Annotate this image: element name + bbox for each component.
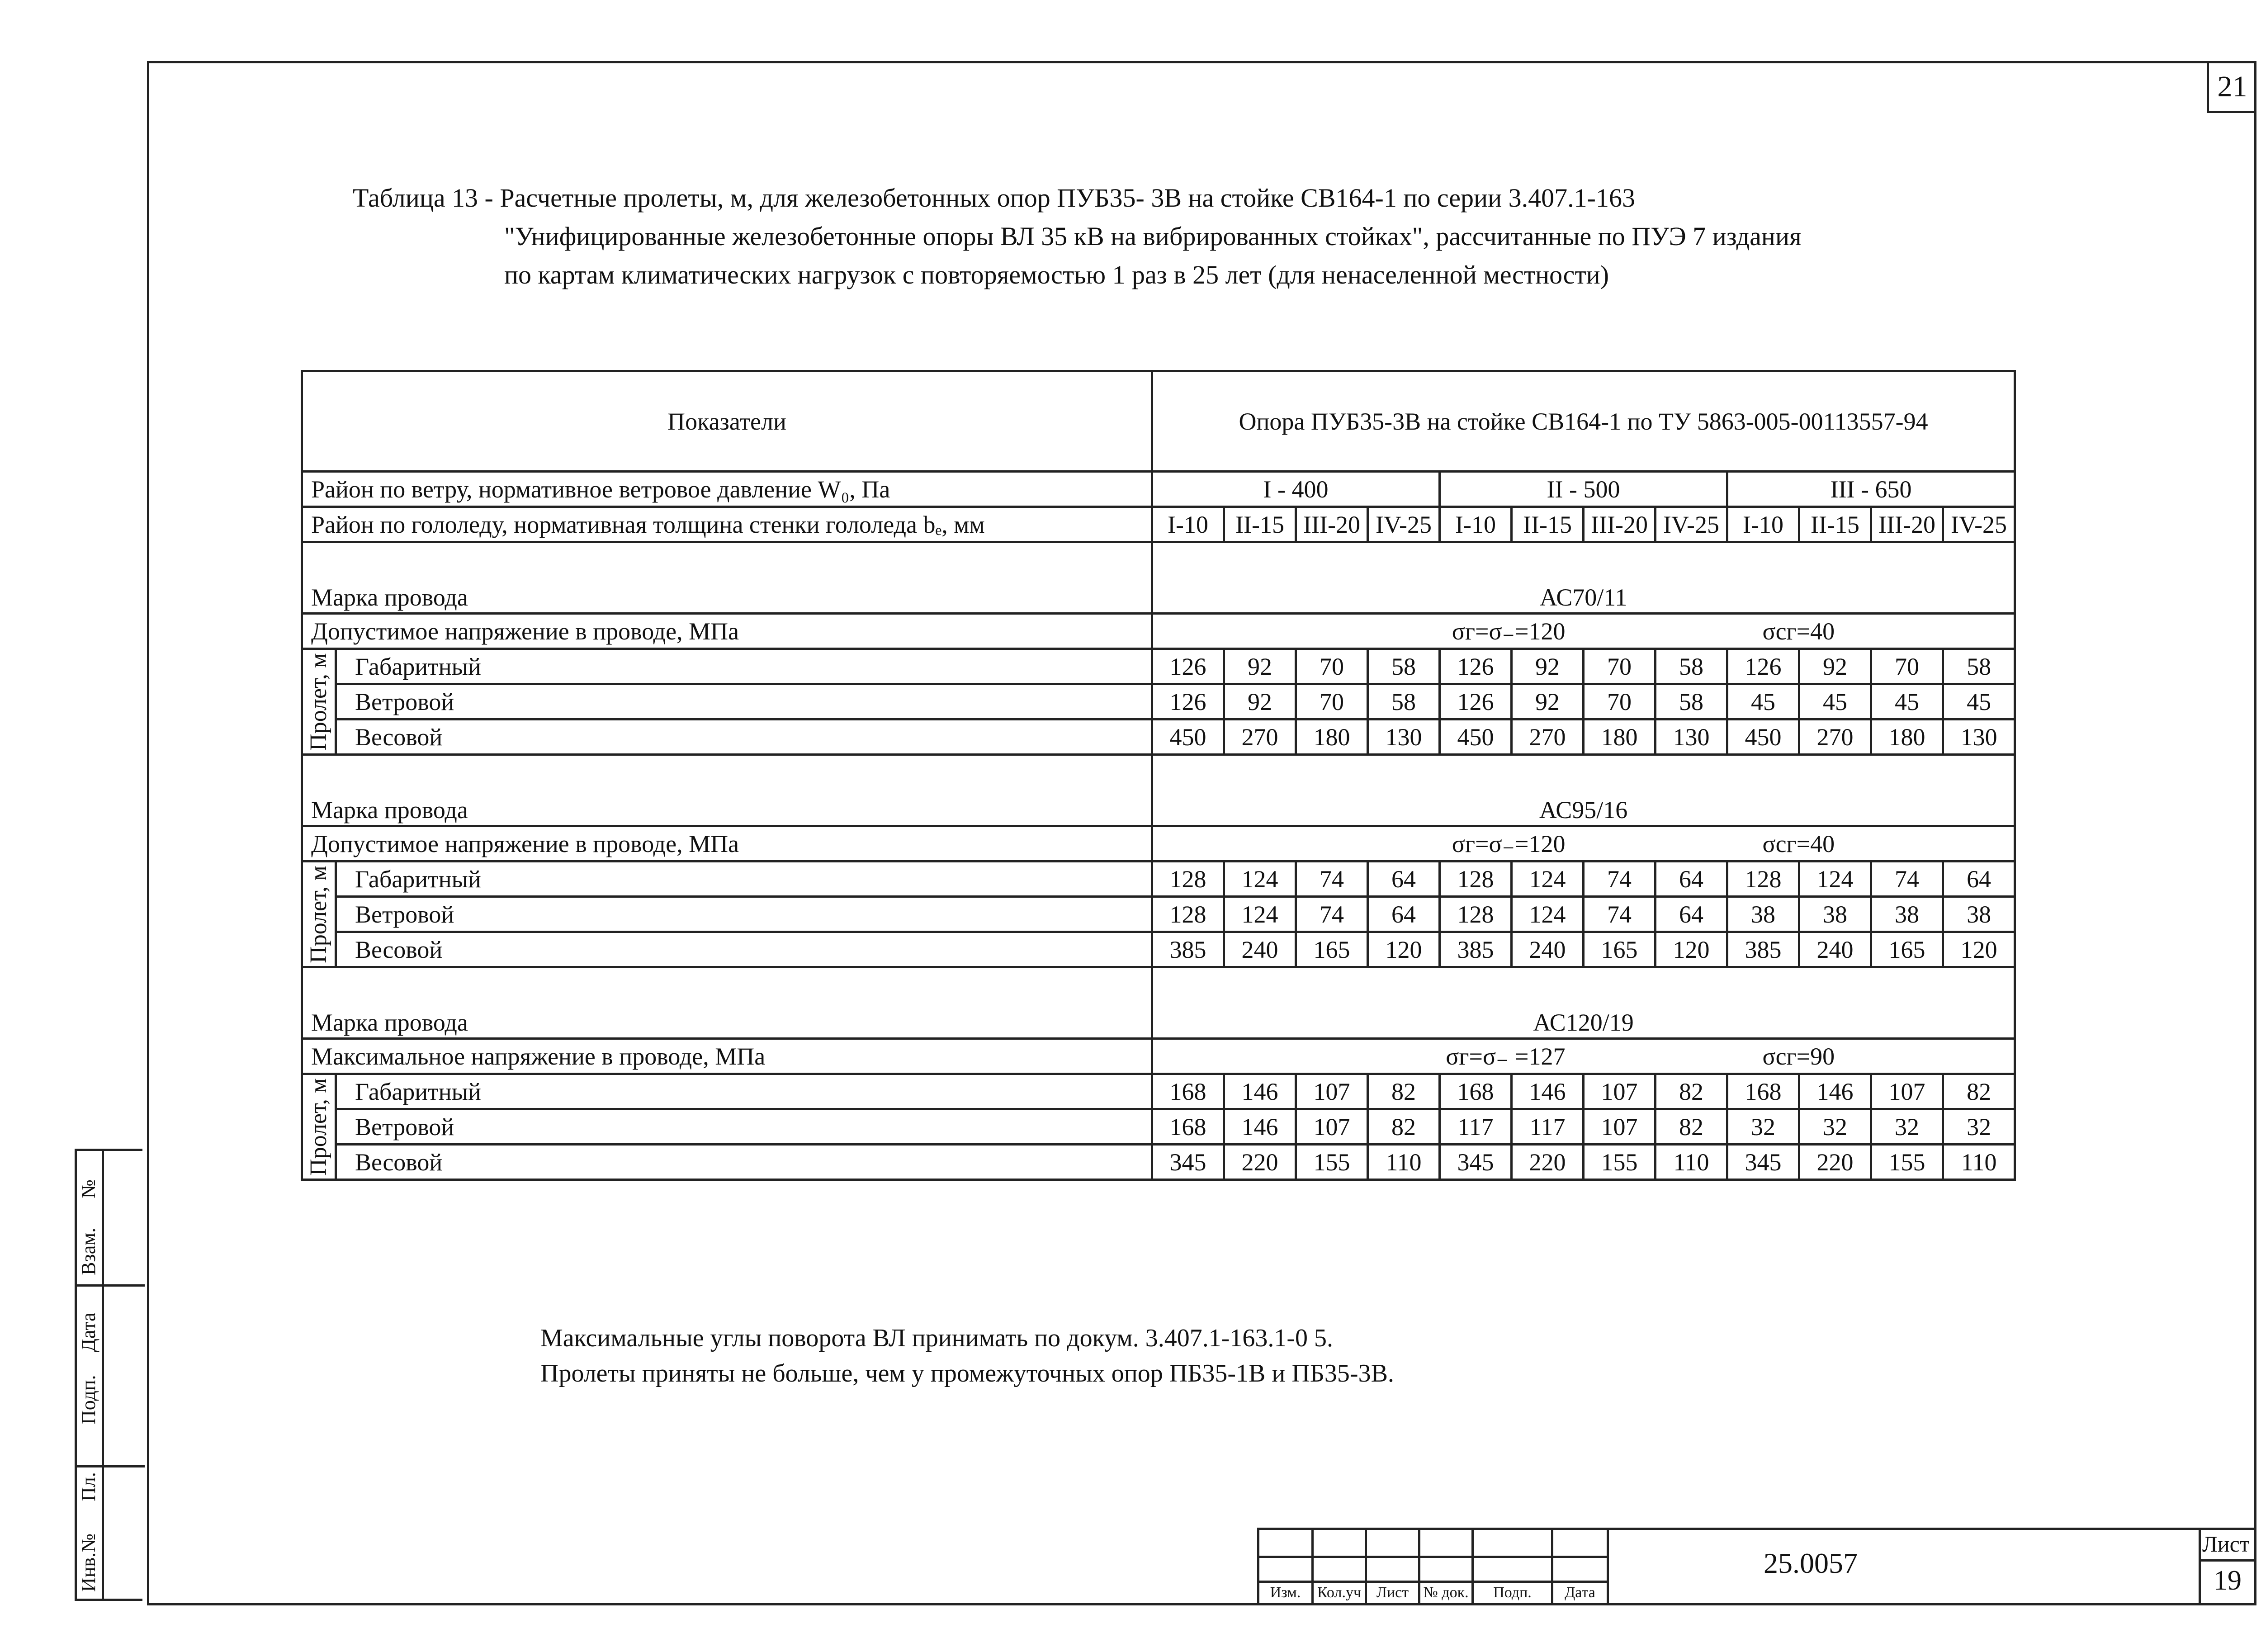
span-value-cell: 32: [1943, 1109, 2015, 1145]
span-value-cell: 168: [1727, 1074, 1799, 1109]
stamp-strip-divider: [102, 1149, 104, 1601]
span-side-cell: [302, 1074, 336, 1180]
span-value-cell: 45: [1727, 684, 1799, 719]
stress-label: Максимальное напряжение в проводе, МПа: [302, 1039, 1152, 1074]
spans-table-body: [302, 371, 2015, 1180]
mark-label: Марка провода: [302, 967, 1152, 1039]
span-value-cell: 74: [1584, 897, 1656, 932]
span-value-cell: 220: [1799, 1145, 1871, 1180]
span-value-cell: 58: [1368, 649, 1440, 684]
span-value-cell: 126: [1152, 684, 1224, 719]
stamp-replace-label: Взам.: [77, 1227, 99, 1275]
ice-region-cell: III-20: [1584, 507, 1656, 542]
wind-region-1: I - 400: [1152, 472, 1440, 507]
stress-left: σг=σ₋=120: [1152, 826, 1584, 862]
span-value-cell: 270: [1799, 719, 1871, 755]
span-value-cell: 126: [1152, 649, 1224, 684]
title-block-line: [2199, 1559, 2256, 1562]
tb-label-doc: № док.: [1423, 1584, 1469, 1601]
span-value-cell: 450: [1152, 719, 1224, 755]
head-support: Опора ПУБ35-3В на стойке СВ164-1 по ТУ 5863-005-00113557-94: [1152, 371, 2015, 472]
span-value-cell: 155: [1584, 1145, 1656, 1180]
table-row: [302, 932, 2015, 967]
span-value-cell: 146: [1224, 1074, 1296, 1109]
stress-row: [302, 614, 2015, 649]
span-value-cell: 64: [1368, 897, 1440, 932]
table-row: [302, 1145, 2015, 1180]
span-value-cell: 45: [1799, 684, 1871, 719]
stamp-strip-line: [75, 1465, 145, 1467]
top-sheet-number: 21: [2207, 62, 2256, 113]
stamp-number-label: №: [77, 1179, 99, 1198]
table-row: [302, 649, 2015, 684]
span-side-cell: [302, 649, 336, 755]
ice-region-cell: III-20: [1296, 507, 1368, 542]
span-value-cell: 180: [1296, 719, 1368, 755]
span-value-cell: 70: [1584, 684, 1656, 719]
span-value-cell: 82: [1368, 1109, 1440, 1145]
span-value-cell: 345: [1440, 1145, 1512, 1180]
span-value-cell: 128: [1727, 862, 1799, 897]
span-value-cell: 70: [1296, 649, 1368, 684]
span-value-cell: 130: [1943, 719, 2015, 755]
span-value-cell: 45: [1943, 684, 2015, 719]
ice-region-cell: II-15: [1512, 507, 1584, 542]
span-side-cell: [302, 862, 336, 967]
table-row: [302, 1109, 2015, 1145]
span-value-cell: 146: [1512, 1074, 1584, 1109]
span-value-cell: 180: [1871, 719, 1943, 755]
span-value-cell: 168: [1152, 1074, 1224, 1109]
span-value-cell: 345: [1152, 1145, 1224, 1180]
table-row: [302, 862, 2015, 897]
stress-label: Допустимое напряжение в проводе, МПа: [302, 614, 1152, 649]
tb-label-date: Дата: [1565, 1584, 1595, 1601]
wind-label: Район по ветру, нормативное ветровое давление W₀, Па: [302, 472, 1152, 507]
span-value-cell: 58: [1656, 684, 1727, 719]
table-row: [302, 897, 2015, 932]
ice-region-cell: I-10: [1152, 507, 1224, 542]
sheet-label: Лист: [2202, 1531, 2250, 1557]
span-value-cell: 45: [1871, 684, 1943, 719]
document-code: 25.0057: [1764, 1547, 1858, 1579]
span-value-cell: 155: [1871, 1145, 1943, 1180]
span-row-label: Ветровой: [336, 1109, 1152, 1145]
span-value-cell: 124: [1224, 862, 1296, 897]
span-value-cell: 130: [1656, 719, 1727, 755]
span-value-cell: 82: [1656, 1074, 1727, 1109]
spans-table: [301, 370, 2016, 1181]
stamp-strip-line: [75, 1284, 145, 1287]
span-value-cell: 38: [1727, 897, 1799, 932]
mark-label: Марка провода: [302, 542, 1152, 614]
span-value-cell: 126: [1440, 684, 1512, 719]
stress-right: σсг=40: [1584, 826, 2015, 862]
stress-right: σсг=40: [1584, 614, 2015, 649]
span-value-cell: 240: [1224, 932, 1296, 967]
span-value-cell: 82: [1368, 1074, 1440, 1109]
caption-line-1: Таблица 13 - Расчетные пролеты, м, для железобетонных опор ПУБ35- 3В на стойке СВ164-1 по серии 3.407.1-163: [353, 183, 1635, 213]
span-value-cell: 70: [1296, 684, 1368, 719]
span-value-cell: 92: [1512, 684, 1584, 719]
span-value-cell: 126: [1440, 649, 1512, 684]
span-value-cell: 38: [1943, 897, 2015, 932]
span-value-cell: 270: [1224, 719, 1296, 755]
span-row-label: Ветровой: [336, 684, 1152, 719]
mark-value: АС95/16: [1152, 755, 2015, 826]
span-row-label: Весовой: [336, 1145, 1152, 1180]
span-value-cell: 270: [1512, 719, 1584, 755]
span-value-cell: 126: [1727, 649, 1799, 684]
table-caption: [353, 179, 2026, 294]
note-line-1: Максимальные углы поворота ВЛ принимать по докум. 3.407.1-163.1-0 5.: [540, 1324, 1334, 1352]
sheet-number: 19: [2214, 1565, 2242, 1596]
stress-left: σг=σ₋=120: [1152, 614, 1584, 649]
ice-row: [302, 507, 2015, 542]
span-row-label: Габаритный: [336, 1074, 1152, 1109]
span-row-label: Весовой: [336, 932, 1152, 967]
span-value-cell: 220: [1224, 1145, 1296, 1180]
span-value-cell: 124: [1799, 862, 1871, 897]
span-value-cell: 58: [1656, 649, 1727, 684]
span-value-cell: 146: [1224, 1109, 1296, 1145]
span-value-cell: 58: [1368, 684, 1440, 719]
span-value-cell: 124: [1512, 862, 1584, 897]
mark-value: АС120/19: [1152, 967, 2015, 1039]
span-value-cell: 32: [1871, 1109, 1943, 1145]
ice-region-cell: II-15: [1799, 507, 1871, 542]
span-value-cell: 165: [1296, 932, 1368, 967]
span-value-cell: 450: [1440, 719, 1512, 755]
ice-region-cell: IV-25: [1656, 507, 1727, 542]
span-value-cell: 38: [1799, 897, 1871, 932]
span-value-cell: 110: [1943, 1145, 2015, 1180]
span-value-cell: 155: [1296, 1145, 1368, 1180]
span-value-cell: 345: [1727, 1145, 1799, 1180]
span-value-cell: 117: [1440, 1109, 1512, 1145]
span-row-label: Ветровой: [336, 897, 1152, 932]
span-value-cell: 124: [1224, 897, 1296, 932]
span-value-cell: 165: [1584, 932, 1656, 967]
title-block-line: [1257, 1556, 1608, 1558]
span-value-cell: 128: [1440, 862, 1512, 897]
span-value-cell: 70: [1871, 649, 1943, 684]
mark-row: [302, 542, 2015, 614]
span-value-cell: 110: [1656, 1145, 1727, 1180]
head-indicators: Показатели: [302, 371, 1152, 472]
title-block-divider: [2199, 1528, 2201, 1605]
ice-region-cell: I-10: [1727, 507, 1799, 542]
table-row: [302, 1074, 2015, 1109]
span-value-cell: 180: [1584, 719, 1656, 755]
caption-line-2: "Унифицированные железобетонные опоры ВЛ 35 кВ на вибрированных стойках", рассчитанные по ПУЭ 7 издания: [504, 222, 1802, 251]
table-row: [302, 684, 2015, 719]
stress-right: σсг=90: [1584, 1039, 2015, 1074]
span-value-cell: 70: [1584, 649, 1656, 684]
ice-region-cell: II-15: [1224, 507, 1296, 542]
span-value-cell: 107: [1584, 1074, 1656, 1109]
mark-row: [302, 967, 2015, 1039]
span-value-cell: 168: [1152, 1109, 1224, 1145]
span-value-cell: 240: [1799, 932, 1871, 967]
span-value-cell: 168: [1440, 1074, 1512, 1109]
note-line-2: Пролеты приняты не больше, чем у промежуточных опор ПБ35-1В и ПБ35-3В.: [540, 1359, 1394, 1387]
title-block-divider: [1607, 1528, 1609, 1605]
title-block-line: [1257, 1581, 1608, 1583]
span-value-cell: 92: [1224, 684, 1296, 719]
span-value-cell: 107: [1871, 1074, 1943, 1109]
span-value-cell: 385: [1727, 932, 1799, 967]
mark-label: Марка провода: [302, 755, 1152, 826]
span-value-cell: 110: [1368, 1145, 1440, 1180]
span-value-cell: 64: [1368, 862, 1440, 897]
span-value-cell: 128: [1152, 862, 1224, 897]
stamp-date-label: Дата: [77, 1312, 99, 1352]
stress-row: [302, 826, 2015, 862]
span-value-cell: 107: [1584, 1109, 1656, 1145]
wind-region-2: II - 500: [1440, 472, 1727, 507]
tb-label-list: Лист: [1376, 1584, 1409, 1601]
span-row-label: Весовой: [336, 719, 1152, 755]
span-value-cell: 38: [1871, 897, 1943, 932]
span-row-label: Габаритный: [336, 862, 1152, 897]
span-value-cell: 130: [1368, 719, 1440, 755]
tb-label-sign: Подп.: [1493, 1584, 1532, 1601]
span-value-cell: 146: [1799, 1074, 1871, 1109]
span-value-cell: 128: [1152, 897, 1224, 932]
span-value-cell: 117: [1512, 1109, 1584, 1145]
span-value-cell: 107: [1296, 1109, 1368, 1145]
mark-value: АС70/11: [1152, 542, 2015, 614]
stamp-pl-label: Пл.: [77, 1472, 99, 1501]
stress-label: Допустимое напряжение в проводе, МПа: [302, 826, 1152, 862]
stress-row: [302, 1039, 2015, 1074]
ice-label: Район по гололеду, нормативная толщина стенки гололеда bₑ, мм: [302, 507, 1152, 542]
span-value-cell: 64: [1943, 862, 2015, 897]
stress-left: σг=σ₋ =127: [1152, 1039, 1584, 1074]
span-value-cell: 240: [1512, 932, 1584, 967]
notes: [540, 1321, 1394, 1391]
span-value-cell: 74: [1584, 862, 1656, 897]
span-value-cell: 32: [1727, 1109, 1799, 1145]
span-value-cell: 74: [1296, 897, 1368, 932]
ice-region-cell: IV-25: [1943, 507, 2015, 542]
span-value-cell: 120: [1368, 932, 1440, 967]
span-value-cell: 92: [1512, 649, 1584, 684]
span-value-cell: 92: [1224, 649, 1296, 684]
span-side-label: Пролет, м: [306, 1078, 331, 1176]
span-value-cell: 82: [1943, 1074, 2015, 1109]
ice-region-cell: I-10: [1440, 507, 1512, 542]
span-value-cell: 64: [1656, 862, 1727, 897]
tb-label-izm: Изм.: [1270, 1584, 1301, 1601]
stamp-inv-label: Инв.№: [77, 1533, 99, 1592]
span-value-cell: 220: [1512, 1145, 1584, 1180]
span-row-label: Габаритный: [336, 649, 1152, 684]
span-value-cell: 92: [1799, 649, 1871, 684]
span-value-cell: 74: [1296, 862, 1368, 897]
span-value-cell: 385: [1440, 932, 1512, 967]
span-value-cell: 74: [1871, 862, 1943, 897]
span-value-cell: 385: [1152, 932, 1224, 967]
table-row: [302, 719, 2015, 755]
span-value-cell: 120: [1656, 932, 1727, 967]
span-value-cell: 120: [1943, 932, 2015, 967]
tb-label-kolvo: Кол.уч: [1317, 1584, 1362, 1601]
span-value-cell: 58: [1943, 649, 2015, 684]
ice-region-cell: III-20: [1871, 507, 1943, 542]
ice-region-cell: IV-25: [1368, 507, 1440, 542]
span-value-cell: 107: [1296, 1074, 1368, 1109]
span-value-cell: 64: [1656, 897, 1727, 932]
span-side-label: Пролет, м: [306, 865, 331, 963]
span-value-cell: 32: [1799, 1109, 1871, 1145]
stamp-sign-label: Подп.: [77, 1375, 99, 1425]
span-value-cell: 124: [1512, 897, 1584, 932]
caption-line-3: по картам климатических нагрузок с повторяемостью 1 раз в 25 лет (для ненаселенной местности): [504, 260, 1609, 289]
span-value-cell: 165: [1871, 932, 1943, 967]
span-side-label: Пролет, м: [306, 653, 331, 751]
mark-row: [302, 755, 2015, 826]
span-value-cell: 128: [1440, 897, 1512, 932]
span-value-cell: 450: [1727, 719, 1799, 755]
span-value-cell: 82: [1656, 1109, 1727, 1145]
wind-region-3: III - 650: [1727, 472, 2015, 507]
